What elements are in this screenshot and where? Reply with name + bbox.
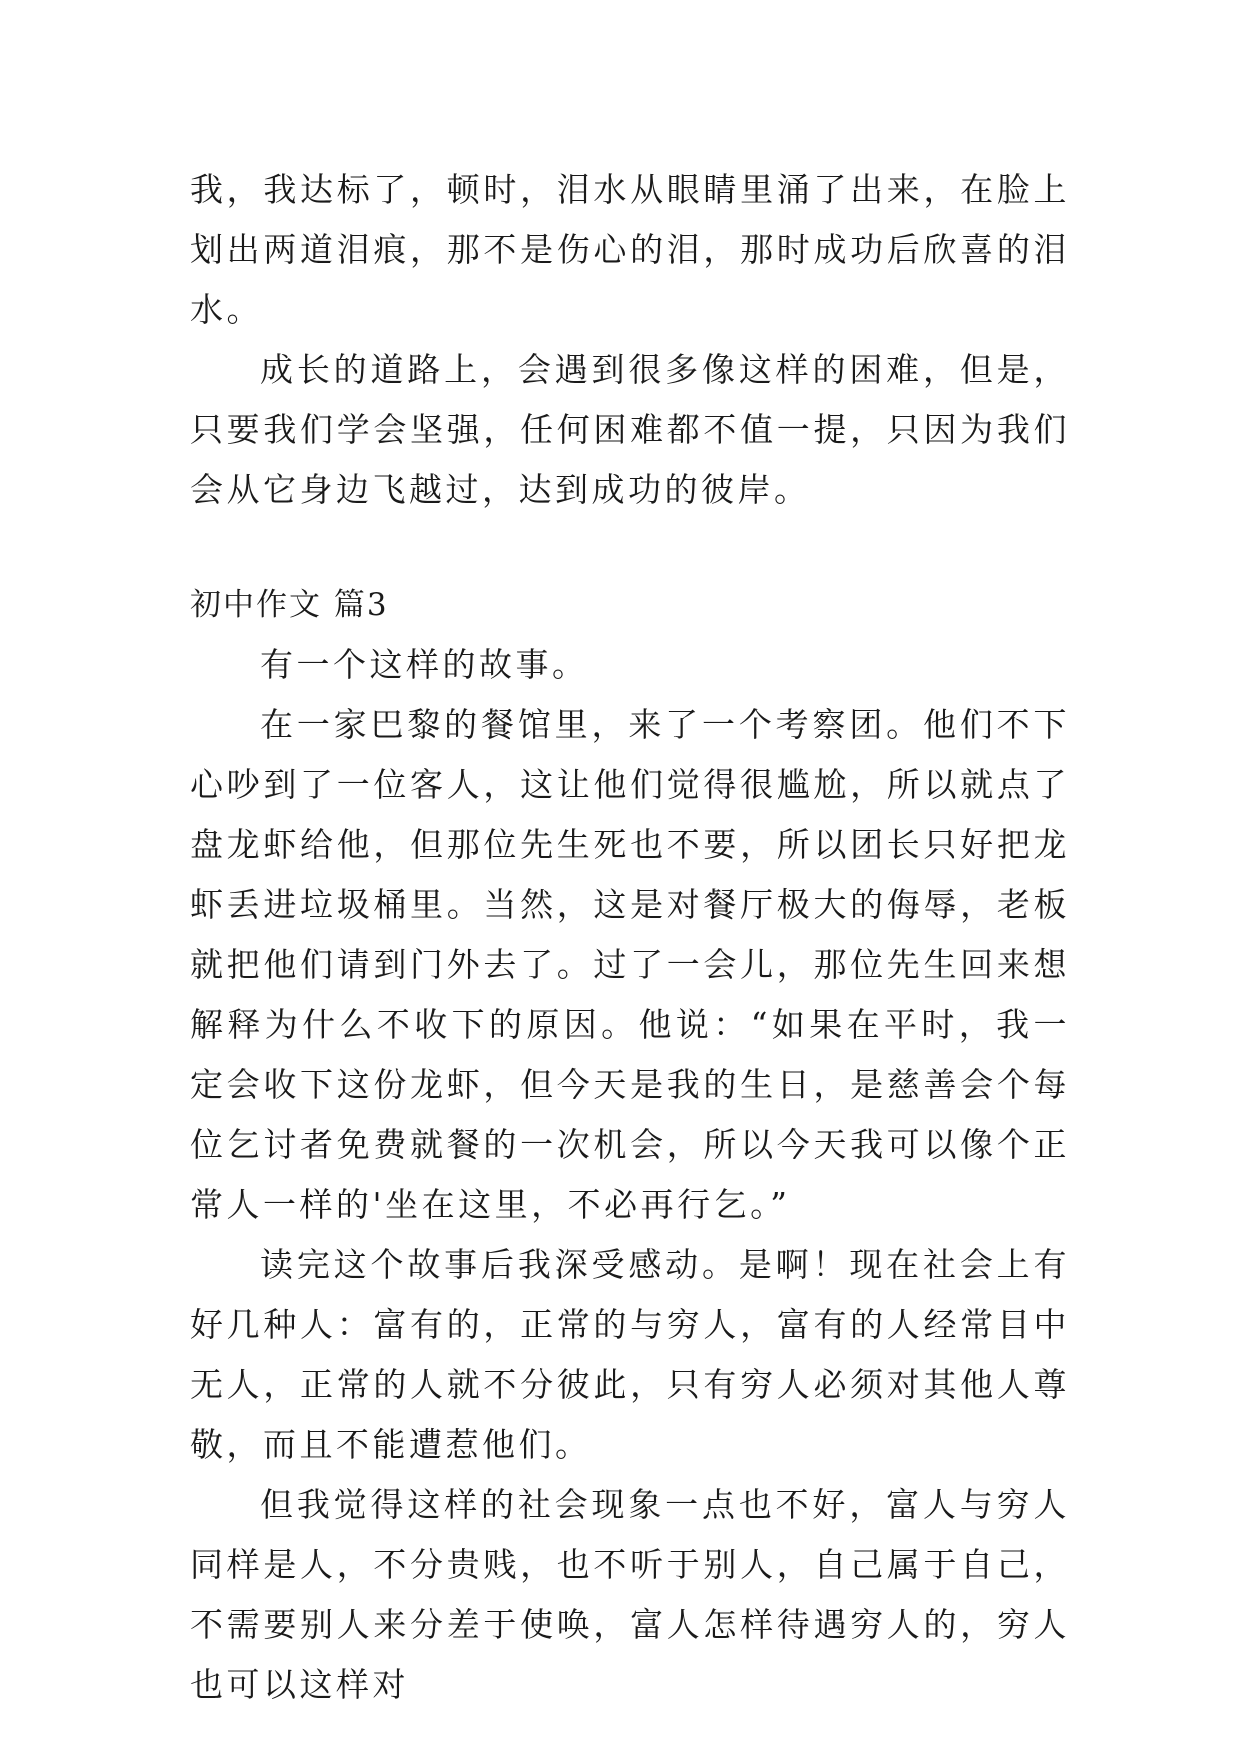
paragraph-conclusion: 成长的道路上，会遇到很多像这样的困难，但是，只要我们学会坚强，任何困难都不值一提，只因为我们会从它身边飞越过，达到成功的彼岸。 (190, 350, 1070, 509)
paragraph: 有一个这样的故事。 (260, 645, 589, 684)
document-page (190, 160, 1070, 1715)
essay-heading: 初中作文 篇3 (190, 587, 389, 623)
paragraph: 在一家巴黎的餐馆里，来了一个考察团。他们不下心吵到了一位客人，这让他们觉得很尴尬，所以就点了盘龙虾给他，但那位先生死也不要，所以团长只好把龙虾丢进垃圾桶里。当然，这是对餐厅极大的侮辱，老板就把他们请到门外去了。过了一会儿，那位先生回来想解释为什么不收下的原因。他说：“如果在平时，我一定会收下这份龙虾，但今天是我的生日，是慈善会个每位乞讨者免费就餐的一次机会，所以今天我可以像个正常人一样的'坐在这里，不必再行乞。” (190, 705, 1070, 1224)
paragraph: 读完这个故事后我深受感动。是啊！现在社会上有好几种人：富有的，正常的与穷人，富有的人经常目中无人，正常的人就不分彼此，只有穷人必须对其他人尊敬，而且不能遭惹他们。 (190, 1245, 1070, 1464)
paragraph: 但我觉得这样的社会现象一点也不好，富人与穷人同样是人，不分贵贱，也不听于别人，自己属于自己，不需要别人来分差于使唤，富人怎样待遇穷人的，穷人也可以这样对 (190, 1485, 1070, 1704)
section-gap (190, 520, 1070, 575)
paragraph-continuation: 我，我达标了，顿时，泪水从眼睛里涌了出来，在脸上划出两道泪痕，那不是伤心的泪，那时成功后欣喜的泪水。 (190, 170, 1070, 329)
